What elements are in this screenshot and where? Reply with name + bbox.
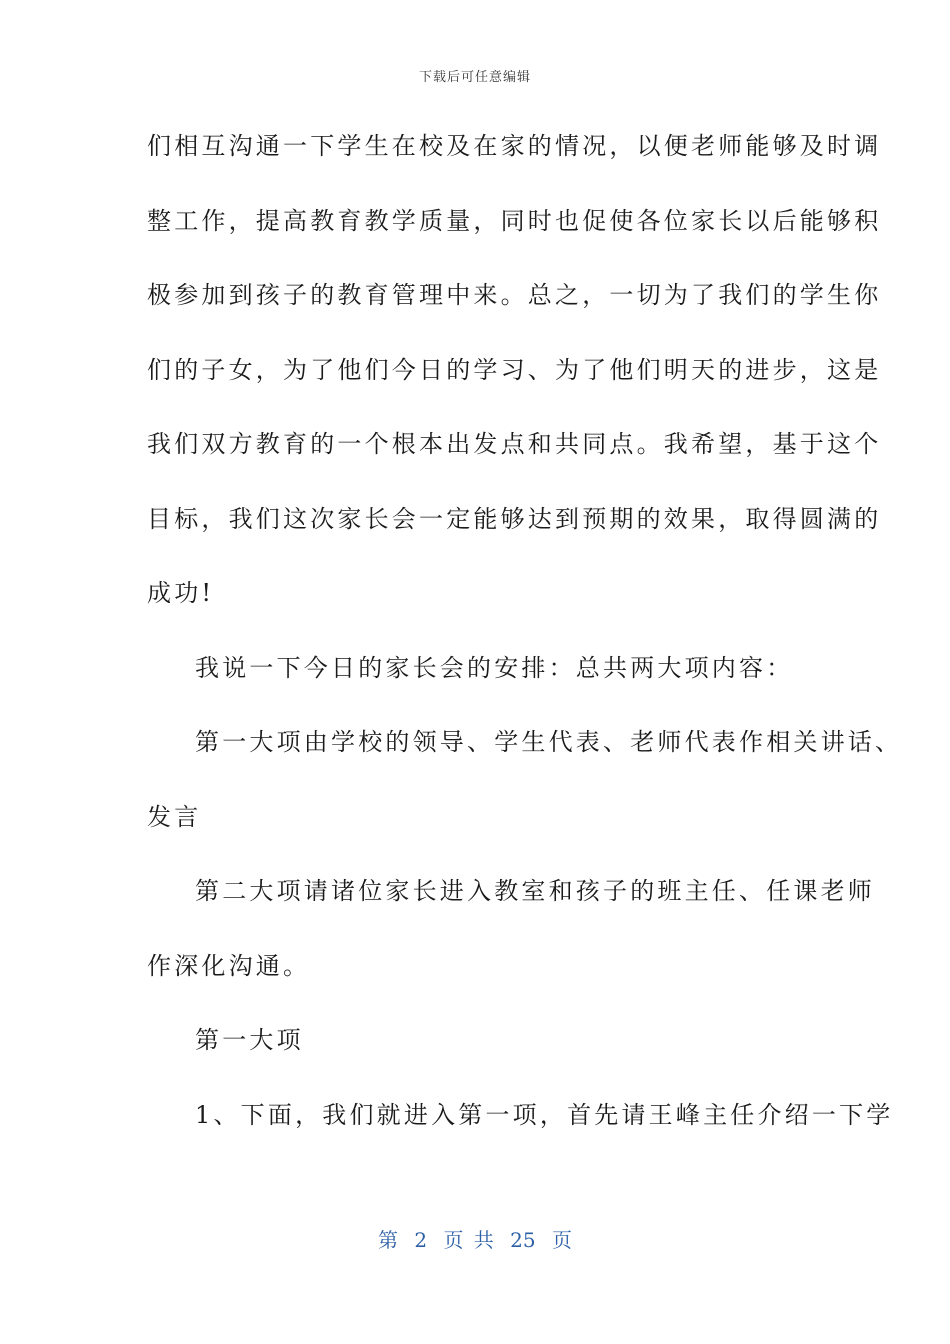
body-line: 我们双方教育的一个根本出发点和共同点。我希望，基于这个 bbox=[147, 430, 882, 458]
current-page-number: 2 bbox=[414, 1228, 428, 1252]
body-line: 们的子女，为了他们今日的学习、为了他们明天的进步，这是 bbox=[147, 355, 882, 384]
paragraph-line-agenda: 我说一下今日的家长会的安排：总共两大项内容： bbox=[195, 653, 794, 682]
body-line: 发言 bbox=[147, 802, 202, 831]
section-heading: 第一大项 bbox=[195, 1026, 304, 1054]
body-line: 目标，我们这次家长会一定能够达到预期的效果，取得圆满的 bbox=[147, 504, 882, 533]
body-line: 整工作，提高教育教学质量，同时也促使各位家长以后能够积 bbox=[147, 206, 882, 235]
page-footer bbox=[0, 1224, 950, 1253]
footer-prefix: 第 bbox=[378, 1228, 398, 1252]
page-header: 下载后可任意编辑 bbox=[418, 70, 531, 85]
document-body bbox=[147, 124, 903, 1167]
footer-middle: 页 共 bbox=[443, 1228, 494, 1252]
footer-suffix: 页 bbox=[551, 1228, 572, 1252]
total-pages-number: 25 bbox=[510, 1228, 536, 1252]
body-line: 们相互沟通一下学生在校及在家的情况，以便老师能够及时调 bbox=[147, 132, 882, 160]
body-line: 成功! bbox=[147, 579, 215, 607]
body-line: 极参加到孩子的教育管理中来。总之，一切为了我们的学生你 bbox=[147, 281, 882, 309]
paragraph-line-item-two: 第二大项请诸位家长进入教室和孩子的班主任、任课老师 bbox=[195, 877, 875, 905]
paragraph-line-item-one: 第一大项由学校的领导、学生代表、老师代表作相关讲话、 bbox=[195, 728, 903, 756]
body-line: 作深化沟通。 bbox=[147, 951, 311, 980]
paragraph-line-step-one: 1、下面，我们就进入第一项，首先请王峰主任介绍一下学 bbox=[195, 1100, 894, 1129]
